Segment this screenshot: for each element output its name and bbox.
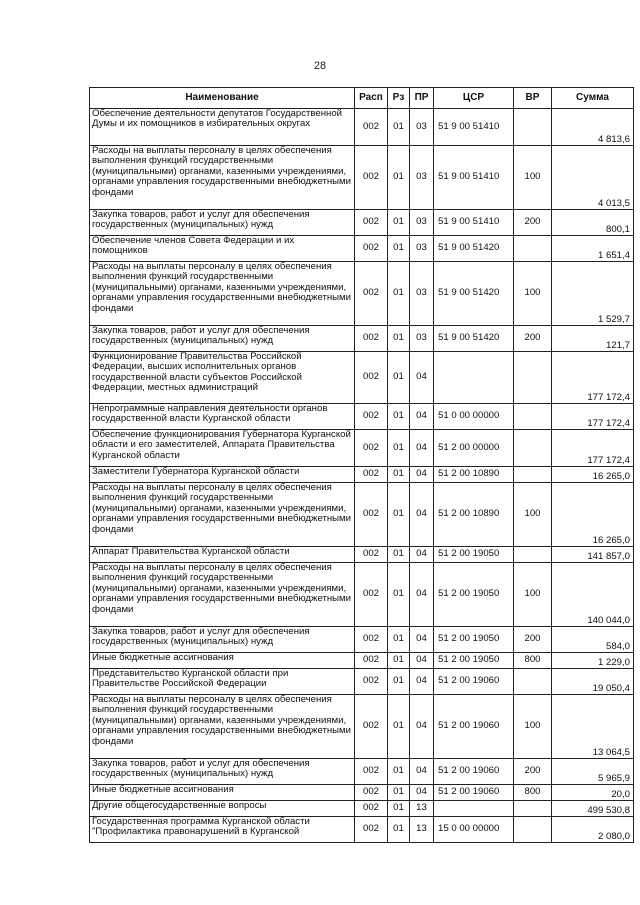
table-row <box>90 627 634 653</box>
row-csr: 15 0 00 00000 <box>434 817 514 843</box>
header-vr: ВР <box>514 88 552 109</box>
row-pr: 04 <box>410 759 434 785</box>
table-row <box>90 669 634 695</box>
row-pr: 04 <box>410 467 434 483</box>
row-sum: 121,7 <box>552 326 634 352</box>
row-pr: 04 <box>410 404 434 430</box>
row-name: Представительство Курганской области при Правительстве Российской Федерации <box>90 669 355 695</box>
row-name: Функционирование Правительства Российской Федерации, высших исполнительных органов государственной власти субъектов Российской Федерации, местных администраций <box>90 352 355 404</box>
table-row <box>90 404 634 430</box>
row-rz: 01 <box>388 210 410 236</box>
row-rz: 01 <box>388 352 410 404</box>
table-row <box>90 563 634 627</box>
row-name: Заместители Губернатора Курганской области <box>90 467 355 483</box>
row-pr: 03 <box>410 210 434 236</box>
row-rz: 01 <box>388 653 410 669</box>
table-row <box>90 801 634 817</box>
row-csr: 51 0 00 00000 <box>434 404 514 430</box>
row-name: Обеспечение функционирования Губернатора Курганской области и его заместителей, Аппарата Правительства Курганской области <box>90 430 355 467</box>
table-row <box>90 236 634 262</box>
row-vr: 100 <box>514 262 552 326</box>
row-rz: 01 <box>388 785 410 801</box>
row-csr <box>434 801 514 817</box>
row-sum: 19 050,4 <box>552 669 634 695</box>
header-rz: Рз <box>388 88 410 109</box>
row-sum: 1 651,4 <box>552 236 634 262</box>
table-header <box>90 88 634 109</box>
row-name: Расходы на выплаты персоналу в целях обеспечения выполнения функций государственными (муниципальными) органами, казенными учреждениями, органами управления государственными внебюджетными фондами <box>90 695 355 759</box>
row-rz: 01 <box>388 817 410 843</box>
row-sum: 584,0 <box>552 627 634 653</box>
row-name: Обеспечение членов Совета Федерации и их помощников <box>90 236 355 262</box>
row-sum: 4 013,5 <box>552 146 634 210</box>
row-rz: 01 <box>388 262 410 326</box>
row-rasp: 002 <box>355 262 388 326</box>
row-rasp: 002 <box>355 627 388 653</box>
row-vr <box>514 467 552 483</box>
row-csr: 51 2 00 19060 <box>434 695 514 759</box>
row-sum: 16 265,0 <box>552 467 634 483</box>
row-rasp: 002 <box>355 653 388 669</box>
row-rasp: 002 <box>355 352 388 404</box>
row-rasp: 002 <box>355 404 388 430</box>
row-sum: 141 857,0 <box>552 547 634 563</box>
row-rasp: 002 <box>355 759 388 785</box>
row-vr: 800 <box>514 653 552 669</box>
row-vr <box>514 801 552 817</box>
row-pr: 04 <box>410 653 434 669</box>
row-csr: 51 9 00 51410 <box>434 146 514 210</box>
row-rz: 01 <box>388 669 410 695</box>
row-vr: 800 <box>514 785 552 801</box>
row-name: Обеспечение деятельности депутатов Государственной Думы и их помощников в избирательных округах <box>90 109 355 146</box>
row-pr: 04 <box>410 563 434 627</box>
row-vr <box>514 669 552 695</box>
row-rz: 01 <box>388 695 410 759</box>
row-name: Расходы на выплаты персоналу в целях обеспечения выполнения функций государственными (муниципальными) органами, казенными учреждениями, органами управления государственными внебюджетными фондами <box>90 262 355 326</box>
row-pr: 03 <box>410 109 434 146</box>
row-rz: 01 <box>388 801 410 817</box>
row-sum: 5 965,9 <box>552 759 634 785</box>
row-rz: 01 <box>388 326 410 352</box>
table-row <box>90 109 634 146</box>
table-row <box>90 785 634 801</box>
row-rasp: 002 <box>355 547 388 563</box>
row-rasp: 002 <box>355 430 388 467</box>
row-sum: 177 172,4 <box>552 404 634 430</box>
row-name: Государственная программа Курганской области "Профилактика правонарушений в Курганской <box>90 817 355 843</box>
row-rz: 01 <box>388 547 410 563</box>
table-row <box>90 262 634 326</box>
row-sum: 16 265,0 <box>552 483 634 547</box>
table-row <box>90 759 634 785</box>
budget-table <box>89 87 634 843</box>
row-pr: 03 <box>410 262 434 326</box>
row-vr <box>514 817 552 843</box>
table-row <box>90 653 634 669</box>
row-csr: 51 2 00 19050 <box>434 627 514 653</box>
header-name: Наименование <box>90 88 355 109</box>
row-sum: 13 064,5 <box>552 695 634 759</box>
row-vr <box>514 109 552 146</box>
row-rz: 01 <box>388 146 410 210</box>
table-row <box>90 817 634 843</box>
row-rasp: 002 <box>355 146 388 210</box>
header-sum: Сумма <box>552 88 634 109</box>
row-pr: 04 <box>410 352 434 404</box>
row-vr <box>514 430 552 467</box>
row-rz: 01 <box>388 467 410 483</box>
row-name: Иные бюджетные ассигнования <box>90 653 355 669</box>
header-row <box>90 88 634 109</box>
row-pr: 03 <box>410 146 434 210</box>
row-csr: 51 2 00 19060 <box>434 669 514 695</box>
row-vr: 200 <box>514 210 552 236</box>
row-sum: 177 172,4 <box>552 430 634 467</box>
row-sum: 499 530,8 <box>552 801 634 817</box>
row-vr <box>514 352 552 404</box>
row-csr: 51 2 00 19060 <box>434 785 514 801</box>
row-rasp: 002 <box>355 563 388 627</box>
row-pr: 13 <box>410 801 434 817</box>
table-row <box>90 352 634 404</box>
header-rasp: Расп <box>355 88 388 109</box>
table-row <box>90 430 634 467</box>
row-sum: 140 044,0 <box>552 563 634 627</box>
row-sum: 800,1 <box>552 210 634 236</box>
row-pr: 04 <box>410 483 434 547</box>
row-rasp: 002 <box>355 695 388 759</box>
row-name: Расходы на выплаты персоналу в целях обеспечения выполнения функций государственными (муниципальными) органами, казенными учреждениями, органами управления государственными внебюджетными фондами <box>90 146 355 210</box>
row-rasp: 002 <box>355 236 388 262</box>
row-rz: 01 <box>388 483 410 547</box>
row-sum: 2 080,0 <box>552 817 634 843</box>
table-row <box>90 547 634 563</box>
table-row <box>90 210 634 236</box>
row-rz: 01 <box>388 563 410 627</box>
row-csr <box>434 352 514 404</box>
row-pr: 04 <box>410 627 434 653</box>
row-sum: 1 529,7 <box>552 262 634 326</box>
header-csr: ЦСР <box>434 88 514 109</box>
row-csr: 51 9 00 51420 <box>434 236 514 262</box>
row-name: Закупка товаров, работ и услуг для обеспечения государственных (муниципальных) нужд <box>90 326 355 352</box>
row-sum: 20,0 <box>552 785 634 801</box>
row-csr: 51 2 00 00000 <box>434 430 514 467</box>
row-vr: 100 <box>514 563 552 627</box>
row-name: Расходы на выплаты персоналу в целях обеспечения выполнения функций государственными (муниципальными) органами, казенными учреждениями, органами управления государственными внебюджетными фондами <box>90 483 355 547</box>
row-rasp: 002 <box>355 467 388 483</box>
row-rasp: 002 <box>355 483 388 547</box>
row-name: Аппарат Правительства Курганской области <box>90 547 355 563</box>
table-row <box>90 695 634 759</box>
row-rz: 01 <box>388 430 410 467</box>
row-name: Иные бюджетные ассигнования <box>90 785 355 801</box>
row-vr: 200 <box>514 759 552 785</box>
header-pr: ПР <box>410 88 434 109</box>
row-csr: 51 2 00 10890 <box>434 483 514 547</box>
row-csr: 51 2 00 19050 <box>434 653 514 669</box>
row-name: Расходы на выплаты персоналу в целях обеспечения выполнения функций государственными (муниципальными) органами, казенными учреждениями, органами управления государственными внебюджетными фондами <box>90 563 355 627</box>
row-csr: 51 2 00 19050 <box>434 547 514 563</box>
row-vr <box>514 404 552 430</box>
row-vr: 100 <box>514 695 552 759</box>
row-vr: 200 <box>514 326 552 352</box>
row-rz: 01 <box>388 404 410 430</box>
row-vr <box>514 547 552 563</box>
table-row <box>90 326 634 352</box>
row-rz: 01 <box>388 236 410 262</box>
row-name: Непрограммные направления деятельности органов государственной власти Курганской области <box>90 404 355 430</box>
row-csr: 51 9 00 51420 <box>434 326 514 352</box>
table-body <box>90 109 634 843</box>
row-sum: 177 172,4 <box>552 352 634 404</box>
row-rasp: 002 <box>355 817 388 843</box>
row-csr: 51 9 00 51410 <box>434 109 514 146</box>
row-rasp: 002 <box>355 669 388 695</box>
row-rasp: 002 <box>355 326 388 352</box>
row-csr: 51 9 00 51420 <box>434 262 514 326</box>
row-csr: 51 9 00 51410 <box>434 210 514 236</box>
page-number: 28 <box>313 60 327 72</box>
row-pr: 13 <box>410 817 434 843</box>
row-pr: 03 <box>410 236 434 262</box>
row-name: Закупка товаров, работ и услуг для обеспечения государственных (муниципальных) нужд <box>90 759 355 785</box>
row-vr: 100 <box>514 146 552 210</box>
row-csr: 51 2 00 19050 <box>434 563 514 627</box>
row-name: Другие общегосударственные вопросы <box>90 801 355 817</box>
row-sum: 1 229,0 <box>552 653 634 669</box>
row-rasp: 002 <box>355 109 388 146</box>
row-sum: 4 813,6 <box>552 109 634 146</box>
table-row <box>90 146 634 210</box>
row-pr: 04 <box>410 430 434 467</box>
row-rasp: 002 <box>355 785 388 801</box>
row-pr: 04 <box>410 669 434 695</box>
row-vr <box>514 236 552 262</box>
row-rz: 01 <box>388 109 410 146</box>
row-pr: 04 <box>410 785 434 801</box>
row-rz: 01 <box>388 759 410 785</box>
row-vr: 200 <box>514 627 552 653</box>
row-pr: 04 <box>410 695 434 759</box>
row-csr: 51 2 00 10890 <box>434 467 514 483</box>
table-row <box>90 467 634 483</box>
row-name: Закупка товаров, работ и услуг для обеспечения государственных (муниципальных) нужд <box>90 210 355 236</box>
row-pr: 04 <box>410 547 434 563</box>
row-csr: 51 2 00 19060 <box>434 759 514 785</box>
row-pr: 03 <box>410 326 434 352</box>
row-rz: 01 <box>388 627 410 653</box>
table-row <box>90 483 634 547</box>
row-name: Закупка товаров, работ и услуг для обеспечения государственных (муниципальных) нужд <box>90 627 355 653</box>
row-vr: 100 <box>514 483 552 547</box>
row-rasp: 002 <box>355 210 388 236</box>
row-rasp: 002 <box>355 801 388 817</box>
